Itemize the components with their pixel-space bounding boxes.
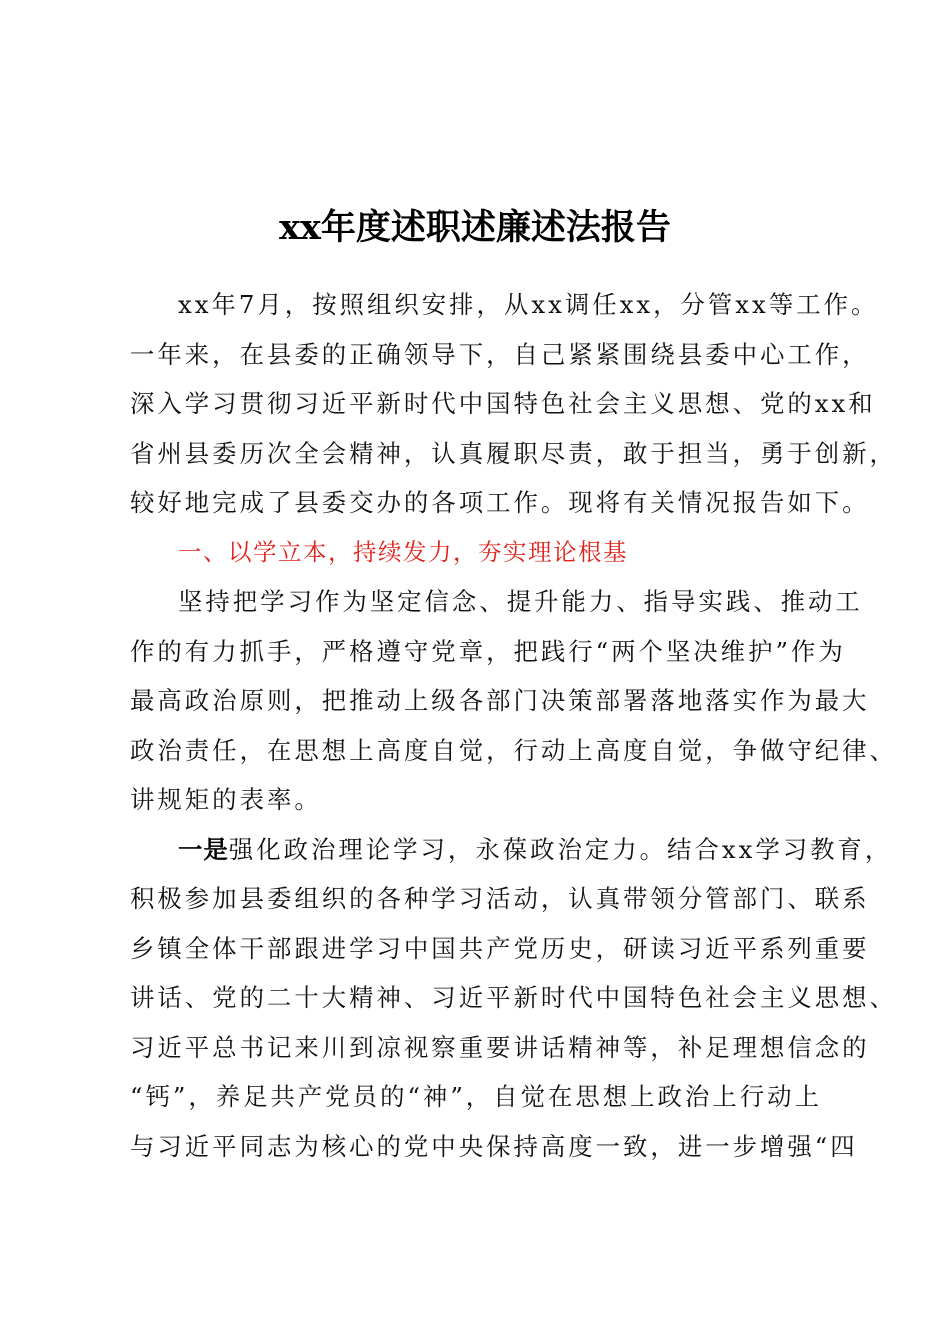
intro-line: 较好地完成了县委交办的各项工作。现将有关情况报告如下。 xyxy=(130,488,870,517)
point-line: 习近平总书记来川到凉视察重要讲话精神等，补足理想信念的 xyxy=(130,1032,870,1062)
point-lead: 一是 xyxy=(178,834,229,864)
point-line: 乡镇全体干部跟进学习中国共产党历史，研读习近平系列重要 xyxy=(130,933,870,963)
intro-line: 省州县委历次全会精神，认真履职尽责，敢于担当，勇于创新， xyxy=(130,438,897,468)
point-line: 积极参加县委组织的各种学习活动，认真带领分管部门、联系 xyxy=(130,884,870,913)
intro-line: 深入学习贯彻习近平新时代中国特色社会主义思想、党的xx和 xyxy=(130,389,876,418)
paragraph-line: 最高政治原则，把推动上级各部门决策部署落地落实作为最大 xyxy=(130,686,870,715)
intro-line: xx年7月，按照组织安排，从xx调任xx，分管xx等工作。 xyxy=(178,290,879,319)
paragraph-line: 政治责任，在思想上高度自觉，行动上高度自觉，争做守纪律、 xyxy=(130,735,897,765)
point-line: “钙”，养足共产党员的“神”，自觉在思想上政治上行动上 xyxy=(130,1082,822,1111)
paragraph-line: 讲规矩的表率。 xyxy=(130,785,322,814)
point-first-line-text: 强化政治理论学习，永葆政治定力。结合xx学习教育， xyxy=(228,834,893,864)
paragraph-line: 作的有力抓手，严格遵守党章，把践行“两个坚决维护”作为 xyxy=(130,636,846,666)
section-heading: 一、以学立本，持续发力，夯实理论根基 xyxy=(178,537,628,566)
point-first-line xyxy=(130,825,893,875)
paragraph-line: 坚持把学习作为坚定信念、提升能力、指导实践、推动工 xyxy=(178,587,863,616)
document-body xyxy=(130,280,897,1171)
point-line: 讲话、党的二十大精神、习近平新时代中国特色社会主义思想、 xyxy=(130,983,897,1012)
intro-line: 一年来，在县委的正确领导下，自己紧紧围绕县委中心工作， xyxy=(130,339,870,369)
point-line: 与习近平同志为核心的党中央保持高度一致，进一步增强“四 xyxy=(130,1131,858,1161)
document-title: xx年度述职述廉述法报告 xyxy=(279,207,671,248)
